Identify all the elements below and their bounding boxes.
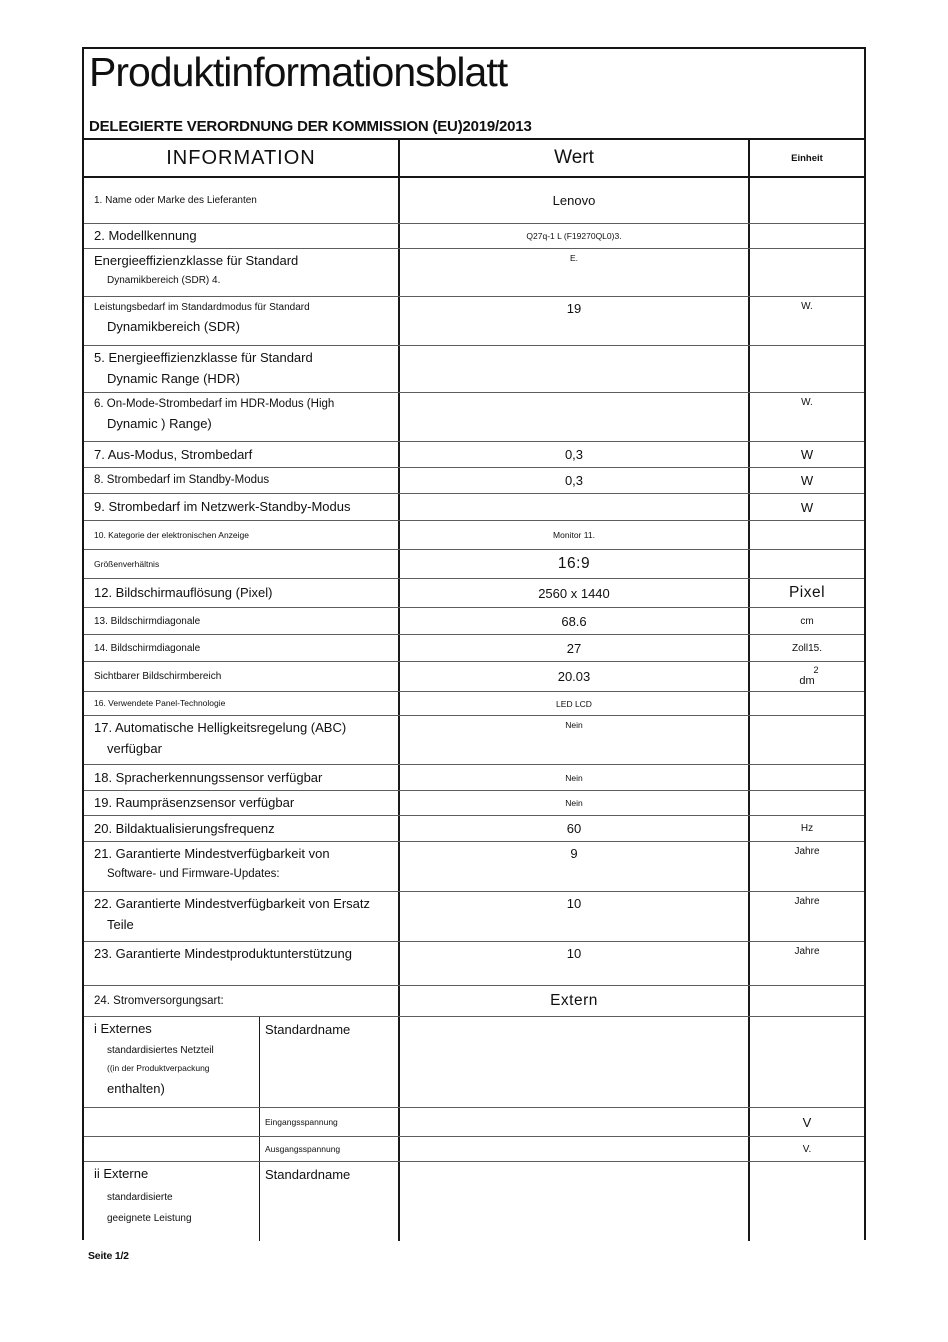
value-text: 19 xyxy=(566,301,582,316)
value-cell-screen-diagonal-inch xyxy=(400,635,750,661)
label-line: standardisierte xyxy=(107,1191,173,1203)
table-row-energy-class-hdr xyxy=(84,346,864,393)
info-cell-room-presence-sensor xyxy=(84,791,400,815)
value-cell-aspect-ratio xyxy=(400,550,750,578)
label-line: Dynamic Range (HDR) xyxy=(107,370,240,386)
label-line: standardisiertes Netzteil xyxy=(107,1044,214,1056)
info-cell-supplier-name xyxy=(84,178,400,223)
sublabel: Ausgangsspannung xyxy=(265,1144,341,1154)
label-line: 20. Bildaktualisierungsfrequenz xyxy=(94,820,275,836)
label-line: 22. Garantierte Mindestverfügbarkeit von Ersatz xyxy=(94,896,371,911)
table-body xyxy=(84,178,864,1241)
table-row-input-voltage xyxy=(84,1108,864,1137)
value-cell-min-spare-parts xyxy=(400,892,750,941)
unit-cell-screen-resolution xyxy=(750,579,864,607)
value-cell-output-voltage xyxy=(400,1137,750,1161)
info-cell-external-suitable-power xyxy=(84,1162,260,1241)
unit-cell-power-demand-hdr xyxy=(750,393,864,441)
value-cell-power-supply-type xyxy=(400,986,750,1016)
unit-text: W xyxy=(800,447,814,462)
unit-cell-voice-recognition-sensor xyxy=(750,765,864,790)
value-cell-energy-class-sdr xyxy=(400,249,750,296)
label-line: 18. Spracherkennungssensor verfügbar xyxy=(94,769,323,785)
unit-text: Hz xyxy=(800,823,814,834)
value-text: Nein xyxy=(565,720,583,730)
unit-cell-energy-class-hdr xyxy=(750,346,864,392)
label-line: ii Externe xyxy=(94,1166,149,1181)
value-text: 2560 x 1440 xyxy=(538,585,610,601)
product-fiche-sheet xyxy=(82,47,866,1240)
label-line: 24. Stromversorgungsart: xyxy=(94,994,224,1007)
unit-cell-power-supply-type xyxy=(750,986,864,1016)
value-text: 60 xyxy=(566,821,582,836)
table-row-visible-screen-area xyxy=(84,662,864,692)
table-row-panel-technology xyxy=(84,692,864,716)
info-cell-power-supply-type xyxy=(84,986,400,1016)
unit-text: W xyxy=(800,499,814,515)
unit-cell-power-demand-sdr xyxy=(750,297,864,345)
value-cell-energy-class-hdr xyxy=(400,346,750,392)
value-text: Extern xyxy=(550,992,598,1009)
label-line: 9. Strombedarf im Netzwerk-Standby-Modus xyxy=(94,499,351,515)
table-row-screen-diagonal-inch xyxy=(84,635,864,662)
info-cell-network-standby-power xyxy=(84,494,400,520)
unit-cell-input-voltage xyxy=(750,1108,864,1136)
table-row-refresh-rate xyxy=(84,816,864,842)
label-line: 1. Name oder Marke des Lieferanten xyxy=(94,195,257,207)
value-cell-min-product-support xyxy=(400,942,750,985)
label-line: Teile xyxy=(107,916,134,932)
column-header-einheit: Einheit xyxy=(791,152,823,164)
info-cell-standby-power xyxy=(84,468,400,493)
label-line: Dynamic ) Range) xyxy=(107,416,212,432)
info-cell-refresh-rate xyxy=(84,816,400,841)
table-row-power-supply-type xyxy=(84,986,864,1017)
label-line: 12. Bildschirmauflösung (Pixel) xyxy=(94,585,273,601)
value-text: E. xyxy=(569,253,579,263)
table-row-min-product-support xyxy=(84,942,864,986)
unit-cell-panel-technology xyxy=(750,692,864,715)
unit-text: cm xyxy=(800,615,814,627)
table-row-min-software-updates xyxy=(84,842,864,892)
value-text: LED LCD xyxy=(556,698,592,709)
page-subtitle: DELEGIERTE VERORDNUNG DER KOMMISSION (EU)2019/2013 xyxy=(89,118,532,135)
info-cell-min-software-updates xyxy=(84,842,400,891)
info-cell-output-voltage xyxy=(84,1137,260,1161)
unit-text: Jahre xyxy=(794,896,820,907)
info-cell-panel-technology xyxy=(84,692,400,715)
label-line: 13. Bildschirmdiagonale xyxy=(94,615,201,627)
info-cell-screen-diagonal-cm xyxy=(84,608,400,634)
value-cell-abc-available xyxy=(400,716,750,764)
value-text: 27 xyxy=(566,640,582,656)
unit-text: W. xyxy=(801,397,813,408)
unit-cell-visible-screen-area xyxy=(750,662,864,691)
unit-text: V. xyxy=(802,1143,812,1155)
title-block xyxy=(84,49,864,140)
table-row-screen-resolution xyxy=(84,579,864,608)
value-cell-screen-resolution xyxy=(400,579,750,607)
info-cell-power-demand-hdr xyxy=(84,393,400,441)
column-header-information: INFORMATION xyxy=(84,140,400,176)
label-line: 16. Verwendete Panel-Technologie xyxy=(94,698,226,709)
value-text: Nein xyxy=(565,798,583,808)
label-line: Dynamikbereich (SDR) 4. xyxy=(107,274,221,286)
label-line: 23. Garantierte Mindestproduktunterstützung xyxy=(94,946,352,961)
label-line: Größenverhältnis xyxy=(94,558,160,569)
unit-cell-screen-diagonal-cm xyxy=(750,608,864,634)
value-cell-screen-diagonal-cm xyxy=(400,608,750,634)
value-cell-external-suitable-power xyxy=(400,1162,750,1241)
label-line: 6. On-Mode-Strombedarf im HDR-Modus (High xyxy=(94,398,335,410)
unit-cell-energy-class-sdr xyxy=(750,249,864,296)
info-cell-min-spare-parts xyxy=(84,892,400,941)
value-cell-input-voltage xyxy=(400,1108,750,1136)
value-text: 9 xyxy=(570,846,578,861)
table-row-output-voltage xyxy=(84,1137,864,1162)
value-text: 10 xyxy=(566,946,582,961)
label-line: Sichtbarer Bildschirmbereich xyxy=(94,671,222,683)
table-row-aspect-ratio xyxy=(84,550,864,579)
label-line: geeignete Leistung xyxy=(107,1213,192,1225)
unit-cell-display-category xyxy=(750,521,864,549)
value-text: 20.03 xyxy=(557,669,591,684)
value-text: 68.6 xyxy=(561,613,587,629)
value-text: 16:9 xyxy=(557,555,591,572)
value-cell-room-presence-sensor xyxy=(400,791,750,815)
unit-cell-external-suitable-power xyxy=(750,1162,864,1241)
page-title: Produktinformationsblatt xyxy=(89,49,508,95)
value-cell-visible-screen-area xyxy=(400,662,750,691)
value-cell-display-category xyxy=(400,521,750,549)
value-cell-supplier-name xyxy=(400,178,750,223)
label-line: 7. Aus-Modus, Strombedarf xyxy=(94,446,253,462)
unit-cell-supplier-name xyxy=(750,178,864,223)
label-line: verfügbar xyxy=(107,740,162,756)
info-cell-voice-recognition-sensor xyxy=(84,765,400,790)
label-line: 5. Energieeffizienzklasse für Standard xyxy=(94,350,313,365)
subinfo-cell-external-suitable-power xyxy=(260,1162,400,1241)
value-text: Q27q-1 L (F19270QL0)3. xyxy=(526,231,622,241)
unit-text: W. xyxy=(801,301,813,312)
table-row-off-mode-power xyxy=(84,442,864,468)
unit-text: Pixel xyxy=(788,584,826,601)
table-row-power-demand-hdr xyxy=(84,393,864,442)
unit-text: V xyxy=(802,1114,812,1130)
value-cell-min-software-updates xyxy=(400,842,750,891)
info-cell-external-psu xyxy=(84,1017,260,1107)
unit-cell-refresh-rate xyxy=(750,816,864,841)
info-cell-energy-class-sdr xyxy=(84,249,400,296)
value-text: 10 xyxy=(566,896,582,911)
unit-cell-aspect-ratio xyxy=(750,550,864,578)
table-row-standby-power xyxy=(84,468,864,494)
value-cell-panel-technology xyxy=(400,692,750,715)
label-line: 21. Garantierte Mindestverfügbarkeit von xyxy=(94,846,330,861)
table-row-power-demand-sdr xyxy=(84,297,864,346)
label-line: 8. Strombedarf im Standby-Modus xyxy=(94,474,270,487)
info-cell-abc-available xyxy=(84,716,400,764)
table-row-screen-diagonal-cm xyxy=(84,608,864,635)
label-line: Energieeffizienzklasse für Standard xyxy=(94,253,299,268)
label-line: i Externes xyxy=(94,1021,152,1036)
unit-text: W xyxy=(800,473,814,488)
label-line: 10. Kategorie der elektronischen Anzeige xyxy=(94,529,249,540)
unit-cell-min-product-support xyxy=(750,942,864,985)
info-cell-display-category xyxy=(84,521,400,549)
value-text: Nein xyxy=(565,772,583,783)
table-row-room-presence-sensor xyxy=(84,791,864,816)
table-row-display-category xyxy=(84,521,864,550)
unit-cell-network-standby-power xyxy=(750,494,864,520)
value-text: 0,3 xyxy=(564,473,584,488)
info-cell-model-identifier xyxy=(84,224,400,248)
unit-cell-output-voltage xyxy=(750,1137,864,1161)
info-cell-off-mode-power xyxy=(84,442,400,467)
info-cell-aspect-ratio xyxy=(84,550,400,578)
value-text: Monitor 11. xyxy=(553,530,595,540)
info-cell-min-product-support xyxy=(84,942,400,985)
value-cell-model-identifier xyxy=(400,224,750,248)
sublabel: Eingangsspannung xyxy=(265,1117,338,1127)
label-line: Leistungsbedarf im Standardmodus für Standard xyxy=(94,302,310,313)
info-cell-energy-class-hdr xyxy=(84,346,400,392)
table-header-row xyxy=(84,140,864,178)
table-row-energy-class-sdr xyxy=(84,249,864,297)
table-row-voice-recognition-sensor xyxy=(84,765,864,791)
page-number: Seite 1/2 xyxy=(88,1250,129,1262)
unit-cell-model-identifier xyxy=(750,224,864,248)
unit-cell-min-spare-parts xyxy=(750,892,864,941)
value-text: Lenovo xyxy=(552,193,596,208)
info-cell-input-voltage xyxy=(84,1108,260,1136)
value-cell-network-standby-power xyxy=(400,494,750,520)
unit-text: Jahre xyxy=(794,846,820,857)
label-line: 19. Raumpräsenzsensor verfügbar xyxy=(94,795,295,811)
table-row-supplier-name xyxy=(84,178,864,224)
unit-text: Zoll15. xyxy=(791,642,822,654)
label-line: Dynamikbereich (SDR) xyxy=(107,318,240,334)
value-cell-external-psu xyxy=(400,1017,750,1107)
info-cell-screen-resolution xyxy=(84,579,400,607)
unit-cell-min-software-updates xyxy=(750,842,864,891)
subinfo-cell-external-psu xyxy=(260,1017,400,1107)
label-line: ((in der Produktverpackung xyxy=(107,1063,210,1074)
table-row-external-suitable-power xyxy=(84,1162,864,1241)
value-text: 0,3 xyxy=(564,447,584,462)
info-cell-power-demand-sdr xyxy=(84,297,400,345)
table-row-external-psu xyxy=(84,1017,864,1108)
label-line: 14. Bildschirmdiagonale xyxy=(94,642,201,654)
unit-text: 2 dm xyxy=(799,665,819,687)
value-cell-power-demand-hdr xyxy=(400,393,750,441)
unit-text: Jahre xyxy=(794,946,820,957)
value-cell-standby-power xyxy=(400,468,750,493)
label-line: 17. Automatische Helligkeitsregelung (ABC) xyxy=(94,720,347,735)
table-row-model-identifier xyxy=(84,224,864,249)
unit-cell-abc-available xyxy=(750,716,864,764)
value-cell-voice-recognition-sensor xyxy=(400,765,750,790)
unit-cell-screen-diagonal-inch xyxy=(750,635,864,661)
unit-cell-off-mode-power xyxy=(750,442,864,467)
table-row-abc-available xyxy=(84,716,864,765)
info-cell-visible-screen-area xyxy=(84,662,400,691)
value-cell-power-demand-sdr xyxy=(400,297,750,345)
table-row-min-spare-parts xyxy=(84,892,864,942)
unit-cell-standby-power xyxy=(750,468,864,493)
unit-cell-external-psu xyxy=(750,1017,864,1107)
value-cell-off-mode-power xyxy=(400,442,750,467)
unit-cell-room-presence-sensor xyxy=(750,791,864,815)
value-cell-refresh-rate xyxy=(400,816,750,841)
table-row-network-standby-power xyxy=(84,494,864,521)
sublabel: Standardname xyxy=(265,1167,351,1182)
label-line: Software- und Firmware-Updates: xyxy=(107,867,280,880)
subinfo-cell-input-voltage xyxy=(260,1108,400,1136)
column-header-wert: Wert xyxy=(400,140,750,176)
info-cell-screen-diagonal-inch xyxy=(84,635,400,661)
label-line: enthalten) xyxy=(107,1081,165,1097)
label-line: 2. Modellkennung xyxy=(94,228,197,244)
sublabel: Standardname xyxy=(265,1022,351,1037)
subinfo-cell-output-voltage xyxy=(260,1137,400,1161)
